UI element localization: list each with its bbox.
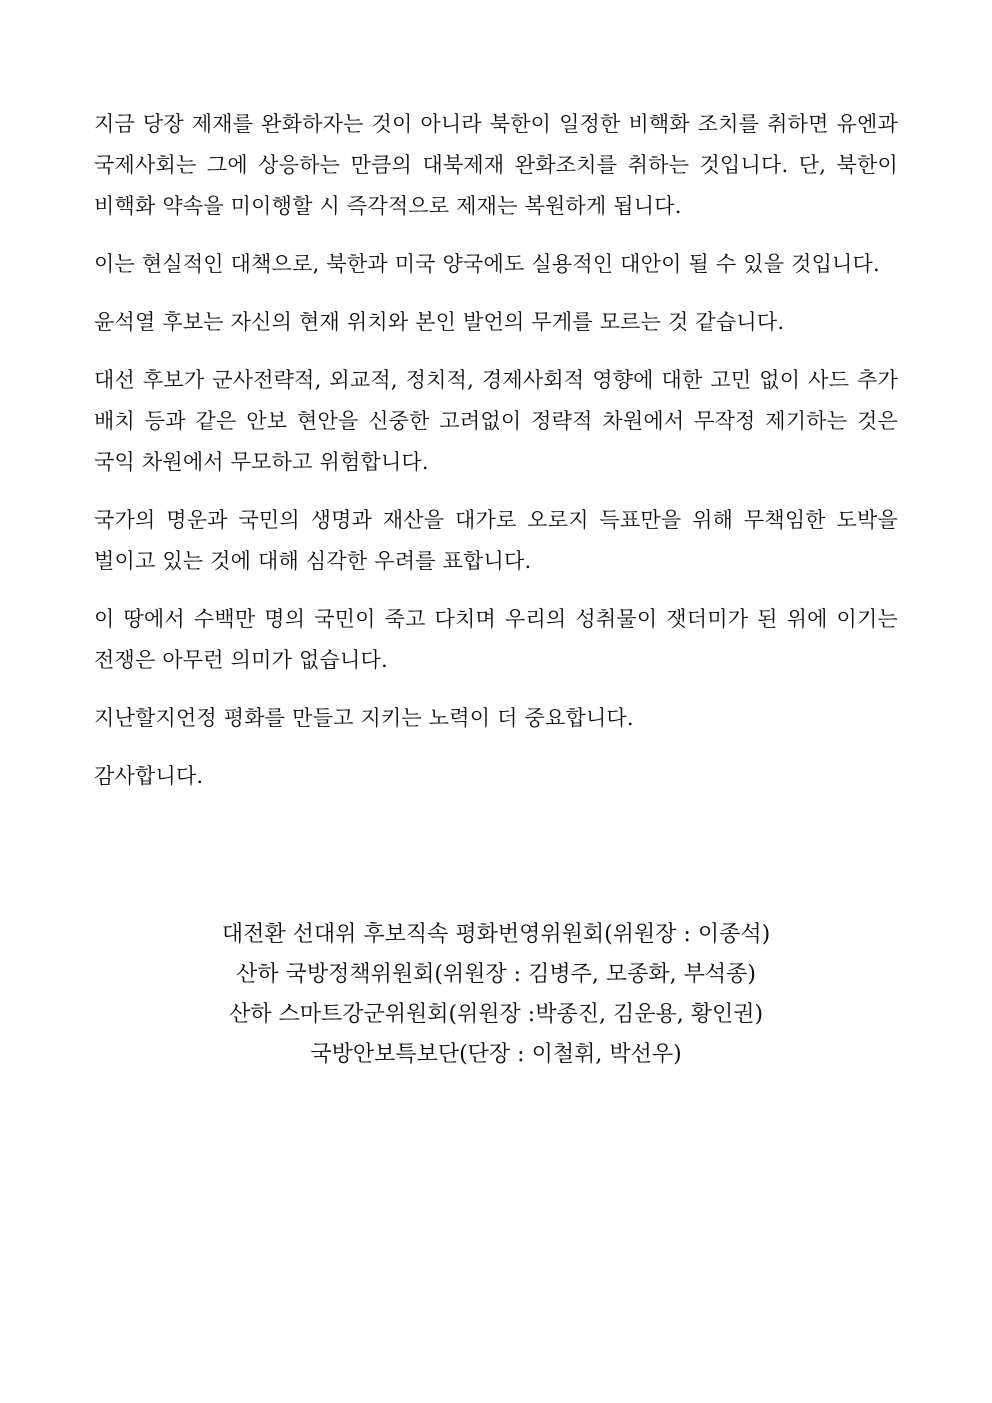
paragraph-war-meaningless: 이 땅에서 수백만 명의 국민이 죽고 다치며 우리의 성취물이 잿더미가 된 위에 이기는 전쟁은 아무런 의미가 없습니다. [94,607,898,672]
signature-line-defense-policy: 산하 국방정책위원회(위원장 : 김병주, 모종화, 부석종) [236,962,756,987]
paragraph-concern: 국가의 명운과 국민의 생명과 재산을 대가로 오로지 득표만을 위해 무책임한 도박을 벌이고 있는 것에 대해 심각한 우려를 표합니다. [94,508,898,573]
signature-line-security-envoys: 국방안보특보단(단장 : 이철휘, 박선우) [310,1042,682,1067]
paragraph-peace-effort: 지난할지언정 평화를 만들고 지키는 노력이 더 중요합니다. [94,706,634,730]
signature-line-smart-military: 산하 스마트강군위원회(위원장 :박종진, 김운용, 황인권) [228,1002,764,1027]
statement-body [94,104,898,814]
paragraph-thaad: 대선 후보가 군사전략적, 외교적, 정치적, 경제사회적 영향에 대한 고민 없이 사드 추가 배치 등과 같은 안보 현안을 신중한 고려없이 정략적 차원에서 무작정 제기하는 것은 국익 차원에서 무모하고 위험합니다. [94,368,898,474]
signature-block [0,915,992,1075]
signature-line-peace-committee: 대전환 선대위 후보직속 평화번영위원회(위원장 : 이종석) [221,922,771,947]
paragraph-realistic-measure: 이는 현실적인 대책으로, 북한과 미국 양국에도 실용적인 대안이 될 수 있을 것입니다. [94,252,880,276]
paragraph-candidate-weight: 윤석열 후보는 자신의 현재 위치와 본인 발언의 무게를 모르는 것 같습니다. [94,310,785,334]
paragraph-sanctions: 지금 당장 제재를 완화하자는 것이 아니라 북한이 일정한 비핵화 조치를 취하면 유엔과 국제사회는 그에 상응하는 만큼의 대북제재 완화조치를 취하는 것입니다. 단, 북한이 비핵화 약속을 미이행할 시 즉각적으로 제재는 복원하게 됩니다. [94,112,898,218]
paragraph-thanks: 감사합니다. [94,764,204,788]
